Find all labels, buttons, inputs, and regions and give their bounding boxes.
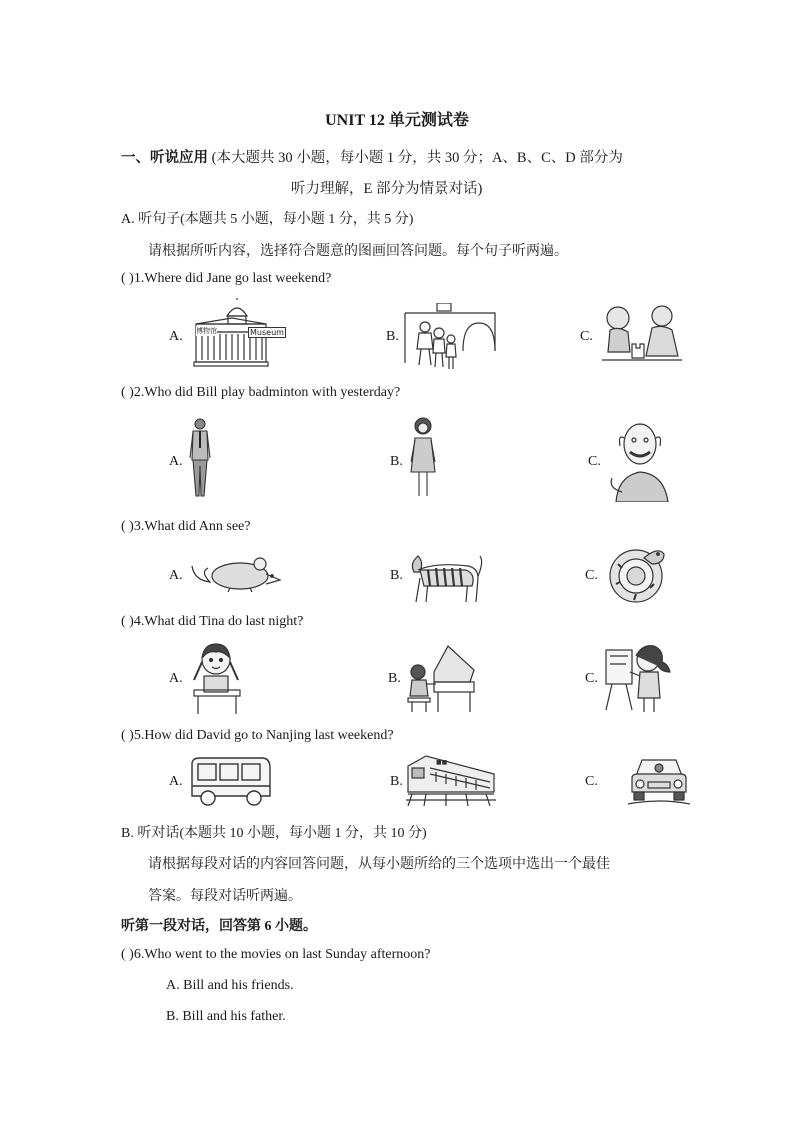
girl-desk-picture (190, 640, 242, 716)
sandcastle-picture (600, 300, 685, 365)
museum-sign-cn: 博物馆 (196, 327, 217, 335)
snake-picture (604, 544, 668, 604)
tiger-picture (406, 548, 484, 604)
option-b[interactable]: B. (388, 671, 401, 686)
question-text: Who went to the movies on last Sunday afternoon? (144, 947, 431, 962)
section-label: 一、听说应用 (121, 150, 208, 166)
part-b-instruction-1: 请根据每段对话的内容回答问题，从每小题所给的三个选项中选出一个最佳 (148, 857, 610, 872)
svg-text:■■: ■■ (436, 759, 448, 766)
option-b[interactable]: B. (386, 329, 399, 344)
car-picture (628, 756, 690, 808)
question-4 (121, 614, 303, 630)
option-a[interactable]: A. (169, 329, 183, 344)
bus-picture (188, 756, 272, 808)
question-prefix: ( )4. (121, 614, 145, 629)
question-6-option-a[interactable]: A. Bill and his friends. (166, 978, 294, 993)
question-prefix: ( )2. (121, 385, 145, 400)
option-a[interactable]: A. (169, 454, 183, 469)
girl-piano-picture (404, 642, 478, 716)
girl-painting-picture (602, 642, 676, 714)
question-prefix: ( )5. (121, 728, 145, 743)
question-text: How did David go to Nanjing last weekend? (144, 728, 394, 743)
question-text: What did Tina do last night? (144, 614, 304, 629)
option-b[interactable]: B. (390, 774, 403, 789)
part-b-heading: B. 听对话(本题共 10 小题，每小题 1 分，共 10 分) (121, 826, 427, 841)
option-c[interactable]: C. (585, 774, 598, 789)
park-gate-picture (403, 303, 499, 371)
section-note-2: 听力理解，E 部分为情景对话) (291, 181, 483, 197)
old-man-picture (606, 418, 672, 502)
question-5 (121, 728, 394, 744)
option-a[interactable]: A. (169, 671, 183, 686)
question-prefix: ( )3. (121, 519, 145, 534)
man-picture (188, 418, 212, 500)
section-note: (本大题共 30 小题，每小题 1 分，共 30 分；A、B、C、D 部分为 (211, 150, 623, 166)
question-text: Where did Jane go last weekend? (144, 271, 332, 286)
question-1 (121, 271, 331, 287)
question-prefix: ( )1. (121, 271, 145, 286)
part-a-instruction: 请根据所听内容，选择符合题意的图画回答问题。每个句子听两遍。 (148, 244, 568, 259)
option-b[interactable]: B. (390, 568, 403, 583)
option-c[interactable]: C. (580, 329, 593, 344)
question-6-option-b[interactable]: B. Bill and his father. (166, 1009, 286, 1024)
train-picture (406, 752, 496, 810)
page-title: UNIT 12 单元测试卷 (325, 112, 469, 129)
option-c[interactable]: C. (588, 454, 601, 469)
question-text: Who did Bill play badminton with yesterday? (144, 385, 401, 400)
question-2 (121, 385, 400, 401)
question-prefix: ( )6. (121, 947, 145, 962)
section-heading (121, 146, 623, 167)
option-b[interactable]: B. (390, 454, 403, 469)
mouse-picture (190, 552, 282, 592)
part-a-heading: A. 听句子(本题共 5 小题，每小题 1 分，共 5 分) (121, 212, 414, 227)
part-b-instruction-2: 答案。每段对话听两遍。 (148, 889, 302, 904)
museum-sign-en: Museum (250, 328, 284, 337)
option-c[interactable]: C. (585, 568, 598, 583)
option-a[interactable]: A. (169, 774, 183, 789)
option-a[interactable]: A. (169, 568, 183, 583)
question-3 (121, 519, 250, 535)
option-c[interactable]: C. (585, 671, 598, 686)
woman-picture (407, 416, 439, 500)
question-text: What did Ann see? (144, 519, 251, 534)
dialog-1-heading: 听第一段对话，回答第 6 小题。 (121, 919, 317, 934)
question-6 (121, 947, 431, 963)
